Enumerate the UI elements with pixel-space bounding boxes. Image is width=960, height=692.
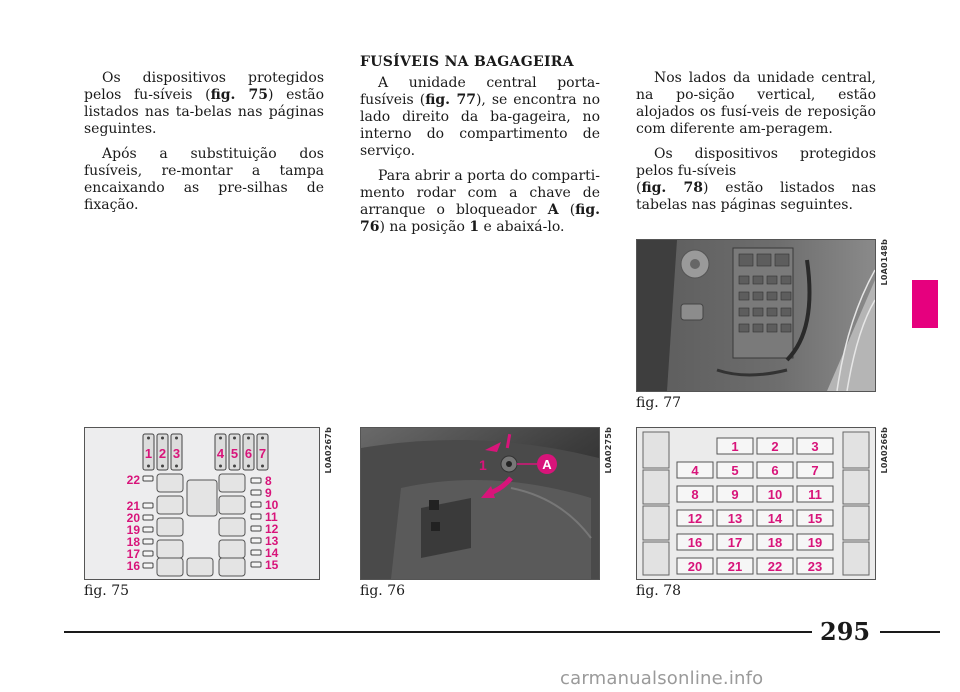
fuse-label: 19 — [126, 523, 140, 537]
fuse-label: 3 — [811, 439, 819, 454]
figure-code: L0A0148b — [880, 239, 889, 286]
fig75-fuse-diagram — [84, 427, 320, 580]
paragraph: Para abrir a porta do comparti-mento rodar com a chave de arranque o bloqueador A (fig. 76) na posição 1 e abaixá-lo. — [360, 168, 600, 235]
text-column-3 — [636, 70, 876, 222]
footer-rule — [64, 631, 812, 633]
figure-reference: fig. 78 — [641, 180, 704, 196]
fuse-label: 1 — [144, 446, 153, 461]
fig78-fuse-layout — [636, 427, 876, 580]
paragraph: Após a substituição dos fusíveis, re-montar a tampa encaixando as pre-silhas de fixação. — [84, 146, 324, 213]
fuse-label: 10 — [265, 498, 279, 512]
fuse-label: 5 — [230, 446, 239, 461]
paragraph: A unidade central porta-fusíveis (fig. 77), se encontra no lado direito da ba-gageira, no interno do compartimento de serviço. — [360, 75, 600, 159]
fuse-label: 17 — [126, 547, 140, 561]
fuse-label: 13 — [265, 534, 279, 548]
fuse-label: 7 — [811, 463, 819, 478]
fuse-label: 16 — [687, 535, 703, 550]
figure-code: L0A0266b — [880, 427, 889, 474]
figure-caption: fig. 78 — [636, 583, 682, 599]
fuse-label: 14 — [767, 511, 783, 526]
fuse-label: 21 — [727, 559, 743, 574]
fuse-label: 9 — [265, 486, 272, 500]
figure-caption: fig. 77 — [636, 395, 682, 411]
fuse-label: 14 — [265, 546, 279, 560]
figure-caption: fig. 76 — [360, 583, 406, 599]
fuse-label: 6 — [771, 463, 779, 478]
fuse-label: 6 — [244, 446, 253, 461]
fuse-label: 11 — [808, 487, 822, 502]
text-column-1 — [84, 70, 324, 222]
fig77-fusebox-photo — [636, 239, 876, 392]
fuse-label: 11 — [265, 510, 278, 524]
fuse-label: 20 — [687, 559, 703, 574]
fuse-label: 12 — [687, 511, 703, 526]
fuse-label: 15 — [807, 511, 823, 526]
fuse-label: 18 — [126, 535, 140, 549]
fuse-label: 8 — [691, 487, 699, 502]
fuse-label: 5 — [731, 463, 739, 478]
position-label: 1 — [479, 457, 487, 473]
fuse-label: 4 — [691, 463, 699, 478]
figure-reference: fig. 75 — [210, 87, 268, 103]
fuse-label: 16 — [126, 559, 140, 573]
lock-label: A — [542, 457, 552, 472]
fuse-label: 4 — [216, 446, 225, 461]
fuse-label: 21 — [126, 499, 140, 513]
fuse-label: 2 — [771, 439, 779, 454]
page-number: 295 — [820, 617, 871, 646]
fuse-label: 23 — [807, 559, 823, 574]
figure-caption: fig. 75 — [84, 583, 130, 599]
fuse-label: 3 — [172, 446, 181, 461]
fuse-label: 22 — [767, 559, 783, 574]
fuse-label: 12 — [265, 522, 279, 536]
figure-reference: fig. 77 — [425, 92, 476, 108]
section-heading: FUSÍVEIS NA BAGAGEIRA — [360, 54, 574, 70]
fuse-label: 17 — [727, 535, 743, 550]
fuse-label: 7 — [258, 446, 267, 461]
figure-code: L0A0275b — [604, 427, 613, 474]
fuse-label: 19 — [807, 535, 823, 550]
footer-rule — [880, 631, 940, 633]
fuse-label: 10 — [767, 487, 783, 502]
paragraph: Os dispositivos protegidos pelos fu-síveis (fig. 78) estão listados nas tabelas nas páginas seguintes. — [636, 146, 877, 213]
fuse-label: 15 — [265, 558, 279, 572]
footer-watermark: carmanualsonline.info — [560, 668, 764, 689]
fuse-label: 18 — [767, 535, 783, 550]
paragraph: Nos lados da unidade central, na po-sição vertical, estão alojados os fusí-veis de reposição com diferente am-peragem. — [636, 70, 876, 137]
fuse-label: 8 — [265, 474, 272, 488]
fig76-trunk-photo — [360, 427, 600, 580]
fuse-label: 9 — [731, 487, 739, 502]
figure-reference: fig. 76 — [360, 202, 600, 235]
fuse-label: 20 — [126, 511, 140, 525]
section-tab — [912, 280, 938, 328]
figure-code: L0A0267b — [324, 427, 333, 474]
text-column-2 — [360, 54, 600, 244]
fuse-label: 22 — [126, 473, 140, 487]
fuse-label: 13 — [727, 511, 743, 526]
paragraph: Os dispositivos protegidos pelos fu-síveis (fig. 75) estão listados nas ta-belas nas páginas seguintes. — [84, 70, 324, 137]
fuse-label: 2 — [158, 446, 167, 461]
fuse-label: 1 — [731, 439, 739, 454]
